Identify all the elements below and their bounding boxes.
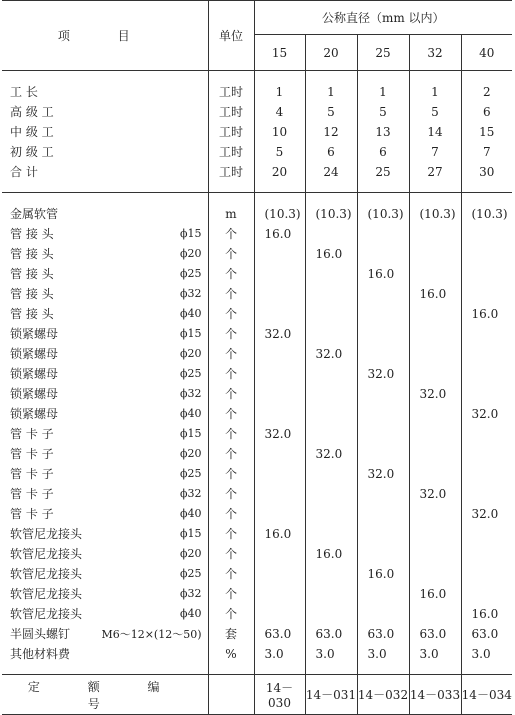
quota-code-label: 定 额 编 号	[27, 679, 182, 711]
material-value: 16.0	[409, 284, 461, 304]
material-value: (10.3)	[461, 204, 512, 224]
material-unit: 个	[208, 224, 254, 244]
material-value: 32.0	[461, 404, 512, 424]
material-spec: ϕ40	[180, 307, 202, 320]
labor-row: 高 级 工 工时 4 5 5 5 6	[2, 102, 512, 122]
material-value: 32.0	[305, 444, 357, 464]
material-spec: ϕ20	[180, 247, 202, 260]
material-spec: ϕ32	[180, 487, 202, 500]
labor-section	[2, 71, 512, 193]
material-value	[461, 524, 512, 544]
material-value: 3.0	[254, 644, 305, 664]
material-value	[409, 444, 461, 464]
material-value	[254, 304, 305, 324]
material-value	[305, 364, 357, 384]
material-row	[2, 464, 512, 484]
material-value	[254, 264, 305, 284]
material-value: (10.3)	[357, 204, 409, 224]
material-value	[461, 284, 512, 304]
material-value	[409, 524, 461, 544]
material-value	[357, 484, 409, 504]
material-name: 金属软管	[10, 207, 59, 221]
material-value: 3.0	[409, 644, 461, 664]
material-value	[357, 604, 409, 624]
material-value	[461, 344, 512, 364]
material-unit: 个	[208, 324, 254, 344]
material-value	[357, 544, 409, 564]
material-spec: ϕ15	[180, 227, 202, 240]
material-unit: 个	[208, 544, 254, 564]
material-row	[2, 564, 512, 584]
material-spec: ϕ20	[180, 447, 202, 460]
material-value: 16.0	[409, 584, 461, 604]
material-spec: ϕ40	[180, 507, 202, 520]
material-value	[357, 524, 409, 544]
material-spec: M6～12×(12～50)	[101, 627, 202, 641]
material-value	[254, 504, 305, 524]
material-name: 软管尼龙接头	[10, 527, 83, 541]
material-value	[254, 444, 305, 464]
material-row	[2, 604, 512, 624]
material-value	[357, 244, 409, 264]
material-value: 63.0	[461, 624, 512, 644]
material-value	[305, 404, 357, 424]
material-name: 软管尼龙接头	[10, 567, 83, 581]
material-value	[409, 464, 461, 484]
material-value	[461, 564, 512, 584]
material-name: 管 接 头	[10, 227, 54, 241]
material-name: 锁紧螺母	[10, 367, 59, 381]
material-value	[409, 564, 461, 584]
quota-code: 14－031	[305, 675, 357, 715]
material-row	[2, 444, 512, 464]
material-row	[2, 424, 512, 444]
material-unit: 个	[208, 564, 254, 584]
material-unit: 个	[208, 444, 254, 464]
material-value: 16.0	[461, 604, 512, 624]
material-value	[254, 244, 305, 264]
quota-code: 14－032	[357, 675, 409, 715]
material-spec: ϕ15	[180, 327, 202, 340]
material-value	[254, 564, 305, 584]
quota-code-row	[2, 675, 512, 715]
material-value	[254, 544, 305, 564]
material-value	[254, 464, 305, 484]
material-value	[357, 584, 409, 604]
material-name: 锁紧螺母	[10, 407, 59, 421]
labor-row: 工 长 工时 1 1 1 1 2	[2, 82, 512, 102]
material-spec: ϕ40	[180, 407, 202, 420]
material-value	[357, 224, 409, 244]
material-value: 32.0	[409, 384, 461, 404]
unit-header: 单位	[208, 1, 254, 71]
material-unit: 个	[208, 384, 254, 404]
material-value	[357, 384, 409, 404]
material-name: 锁紧螺母	[10, 327, 59, 341]
diameter-title: 公称直径（mm 以内）	[254, 1, 512, 35]
material-spec: ϕ20	[180, 347, 202, 360]
material-value	[357, 284, 409, 304]
material-value	[305, 384, 357, 404]
labor-row: 中 级 工 工时 10 12 13 14 15	[2, 122, 512, 142]
material-value	[409, 544, 461, 564]
material-value	[461, 384, 512, 404]
material-name: 其他材料费	[10, 647, 71, 661]
material-value: (10.3)	[305, 204, 357, 224]
material-value: 32.0	[254, 324, 305, 344]
quota-table	[2, 0, 512, 715]
material-value: 16.0	[305, 544, 357, 564]
material-name: 管 卡 子	[10, 427, 54, 441]
materials-section	[2, 193, 512, 675]
material-value: 16.0	[357, 264, 409, 284]
material-unit: 个	[208, 584, 254, 604]
material-value	[461, 364, 512, 384]
labor-row: 初 级 工 工时 5 6 6 7 7	[2, 142, 512, 162]
diameter-header: 15	[254, 35, 305, 71]
material-value	[305, 324, 357, 344]
material-row	[2, 584, 512, 604]
material-name: 软管尼龙接头	[10, 587, 83, 601]
material-value: 16.0	[461, 304, 512, 324]
material-row	[2, 364, 512, 384]
material-value: 16.0	[254, 524, 305, 544]
material-value	[461, 464, 512, 484]
material-value: (10.3)	[409, 204, 461, 224]
material-row	[2, 284, 512, 304]
material-value: 3.0	[461, 644, 512, 664]
material-name: 管 卡 子	[10, 487, 54, 501]
material-row	[2, 524, 512, 544]
material-row	[2, 304, 512, 324]
material-row	[2, 244, 512, 264]
material-value: 3.0	[357, 644, 409, 664]
material-value	[409, 344, 461, 364]
material-value: (10.3)	[254, 204, 305, 224]
material-unit: 个	[208, 524, 254, 544]
material-value	[305, 224, 357, 244]
diameter-header: 20	[305, 35, 357, 71]
material-name: 管 卡 子	[10, 507, 54, 521]
material-value: 63.0	[305, 624, 357, 644]
material-value	[461, 224, 512, 244]
material-value: 32.0	[254, 424, 305, 444]
material-value	[357, 504, 409, 524]
material-value	[409, 264, 461, 284]
material-value	[461, 484, 512, 504]
material-value	[461, 584, 512, 604]
material-unit: 个	[208, 364, 254, 384]
material-unit: 个	[208, 284, 254, 304]
material-row	[2, 344, 512, 364]
material-spec: ϕ40	[180, 607, 202, 620]
material-value	[254, 284, 305, 304]
material-spec: ϕ32	[180, 387, 202, 400]
material-name: 管 接 头	[10, 307, 54, 321]
material-row	[2, 484, 512, 504]
material-value: 32.0	[461, 504, 512, 524]
material-value	[305, 524, 357, 544]
material-unit: 个	[208, 404, 254, 424]
material-name: 管 卡 子	[10, 467, 54, 481]
material-value	[305, 604, 357, 624]
material-spec: ϕ25	[180, 267, 202, 280]
material-value	[409, 244, 461, 264]
material-value	[357, 304, 409, 324]
diameter-header: 40	[461, 35, 512, 71]
material-name: 锁紧螺母	[10, 347, 59, 361]
material-value	[461, 544, 512, 564]
material-value: 63.0	[409, 624, 461, 644]
material-value	[357, 344, 409, 364]
material-spec: ϕ25	[180, 467, 202, 480]
material-value	[357, 424, 409, 444]
quota-code: 14－034	[461, 675, 512, 715]
material-value	[357, 444, 409, 464]
material-name: 软管尼龙接头	[10, 547, 83, 561]
material-value	[254, 404, 305, 424]
material-row	[2, 544, 512, 564]
material-spec: ϕ15	[180, 427, 202, 440]
material-name: 锁紧螺母	[10, 387, 59, 401]
material-unit: 个	[208, 504, 254, 524]
material-value	[461, 444, 512, 464]
material-row	[2, 404, 512, 424]
material-value: 32.0	[357, 364, 409, 384]
material-value	[305, 424, 357, 444]
material-value	[409, 224, 461, 244]
material-value	[357, 324, 409, 344]
material-value	[305, 304, 357, 324]
material-row	[2, 204, 512, 224]
material-name: 管 接 头	[10, 287, 54, 301]
material-value	[357, 404, 409, 424]
code-section	[2, 675, 512, 715]
labor-total-row: 合 计 工时 20 24 25 27 30	[2, 162, 512, 182]
material-value	[461, 324, 512, 344]
material-value	[305, 464, 357, 484]
material-spec: ϕ32	[180, 587, 202, 600]
material-spec: ϕ15	[180, 527, 202, 540]
material-value	[254, 384, 305, 404]
material-value: 32.0	[305, 344, 357, 364]
material-spec: ϕ32	[180, 287, 202, 300]
material-value	[305, 284, 357, 304]
material-row	[2, 504, 512, 524]
material-unit: m	[208, 204, 254, 224]
material-name: 管 卡 子	[10, 447, 54, 461]
material-name: 半圆头螺钉	[10, 627, 71, 641]
material-value: 32.0	[357, 464, 409, 484]
material-unit: 个	[208, 484, 254, 504]
material-unit: %	[208, 644, 254, 664]
material-value	[409, 504, 461, 524]
material-value	[305, 264, 357, 284]
material-value	[254, 584, 305, 604]
quota-code: 14－033	[409, 675, 461, 715]
material-row	[2, 644, 512, 664]
material-value	[409, 304, 461, 324]
material-spec: ϕ20	[180, 547, 202, 560]
material-value	[409, 424, 461, 444]
material-value: 16.0	[254, 224, 305, 244]
material-value	[409, 404, 461, 424]
material-name: 管 接 头	[10, 267, 54, 281]
material-value: 16.0	[305, 244, 357, 264]
material-value	[461, 424, 512, 444]
material-unit: 个	[208, 244, 254, 264]
material-unit: 个	[208, 264, 254, 284]
material-value	[409, 324, 461, 344]
material-value	[254, 344, 305, 364]
diameter-header: 25	[357, 35, 409, 71]
material-value: 3.0	[305, 644, 357, 664]
material-unit: 个	[208, 424, 254, 444]
material-row	[2, 264, 512, 284]
material-unit: 个	[208, 604, 254, 624]
material-row	[2, 324, 512, 344]
material-value	[254, 364, 305, 384]
material-value	[305, 504, 357, 524]
material-unit: 套	[208, 624, 254, 644]
material-value: 63.0	[357, 624, 409, 644]
material-value: 32.0	[409, 484, 461, 504]
material-value	[305, 584, 357, 604]
material-unit: 个	[208, 344, 254, 364]
material-value	[461, 244, 512, 264]
material-value	[254, 604, 305, 624]
diameter-header: 32	[409, 35, 461, 71]
material-row	[2, 624, 512, 644]
material-value: 16.0	[357, 564, 409, 584]
material-value	[254, 484, 305, 504]
material-unit: 个	[208, 304, 254, 324]
item-header: 项 目	[57, 29, 152, 43]
quota-code: 14－030	[254, 675, 305, 715]
material-name: 软管尼龙接头	[10, 607, 83, 621]
material-row	[2, 384, 512, 404]
material-value	[305, 484, 357, 504]
material-value: 63.0	[254, 624, 305, 644]
material-value	[461, 264, 512, 284]
material-value	[305, 564, 357, 584]
material-spec: ϕ25	[180, 367, 202, 380]
material-spec: ϕ25	[180, 567, 202, 580]
material-row	[2, 224, 512, 244]
material-value	[409, 364, 461, 384]
material-unit: 个	[208, 464, 254, 484]
material-name: 管 接 头	[10, 247, 54, 261]
material-value	[409, 604, 461, 624]
